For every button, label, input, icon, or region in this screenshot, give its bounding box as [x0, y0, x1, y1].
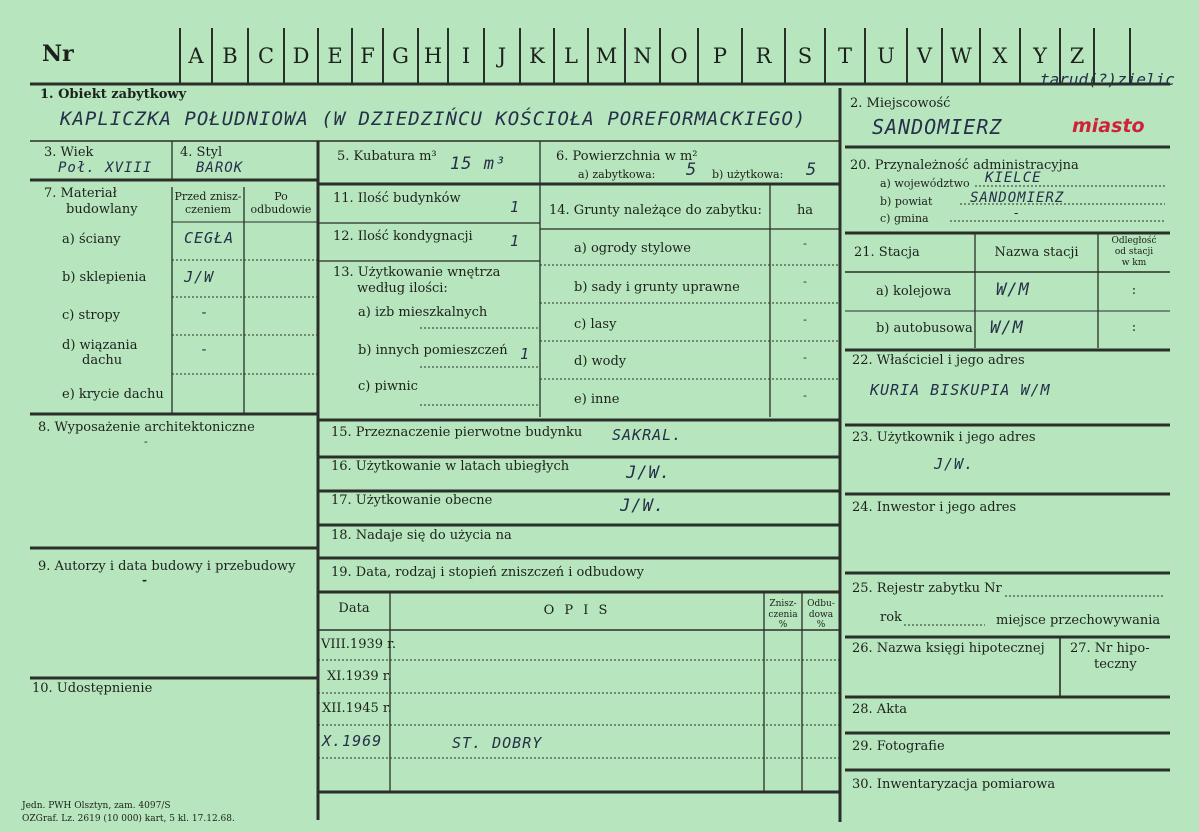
field-21b-km[interactable]: : [1131, 320, 1137, 335]
field-29-label: 29. Fotografie [852, 739, 945, 754]
field-21b-label: b) autobusowa [876, 321, 973, 336]
field-7-col1: Przed znisz- [174, 190, 242, 203]
field-19-label: 19. Data, rodzaj i stopień zniszczeń i odbudowy [331, 565, 645, 580]
field-1-label: 1. Obiekt zabytkowy [40, 87, 187, 102]
field-21a-km[interactable]: : [1131, 283, 1137, 298]
field-14a-label: a) ogrody stylowe [574, 241, 691, 256]
field-5-value[interactable]: 15 m³ [450, 154, 507, 174]
index-letter-j: J [497, 44, 507, 68]
field-14b-label: b) sady i grunty uprawne [574, 280, 740, 295]
field-11-value[interactable]: 1 [510, 198, 521, 216]
field-8-label: 8. Wyposażenie architektoniczne [38, 420, 255, 435]
field-19-col-od-3: % [816, 620, 826, 630]
field-30-label: 30. Inwentaryzacja pomiarowa [852, 777, 1056, 792]
field-7c-label: c) stropy [62, 308, 121, 323]
field-13c-label: c) piwnic [358, 379, 418, 394]
field-22-value[interactable]: KURIA BISKUPIA W/M [870, 381, 1051, 399]
field-7d-value[interactable]: - [200, 342, 210, 358]
field-7-col2: Po [274, 190, 288, 203]
field-25-miejsce: miejsce przechowywania [996, 613, 1161, 628]
field-15-label: 15. Przeznaczenie pierwotne budynku [331, 425, 583, 440]
print-info: Jedn. PWH Olsztyn, zam. 4097/S [22, 801, 171, 811]
field-23-value[interactable]: J/W. [934, 455, 975, 473]
index-letter-a: A [188, 44, 204, 68]
index-letter-n: N [633, 44, 652, 68]
field-14e-label: e) inne [574, 392, 620, 407]
field-13a-label: a) izb mieszkalnych [358, 305, 488, 320]
field-7c-value[interactable]: - [200, 305, 210, 321]
field-28-label: 28. Akta [852, 702, 908, 717]
field-20b-value[interactable]: SANDOMIERZ [970, 190, 1065, 206]
field-21a-label: a) kolejowa [876, 284, 952, 299]
field-14d-label: d) wody [574, 354, 627, 369]
field-19-col-od: Odbu- [807, 599, 835, 609]
index-letter-y: Y [1033, 44, 1047, 68]
field-17-value[interactable]: J/W. [620, 496, 665, 516]
field-6-label: 6. Powierzchnia w m² [556, 149, 698, 164]
field-19-col-od-2: dowa [808, 610, 834, 620]
field-21a-value[interactable]: W/M [996, 280, 1030, 300]
field-11-label: 11. Ilość budynków [333, 191, 461, 206]
field-14-unit: ha [796, 203, 814, 218]
index-letter-k: K [529, 44, 545, 68]
field-20a-value[interactable]: KIELCE [985, 170, 1042, 186]
field-25-rok: rok [880, 610, 902, 625]
index-letter-t: T [837, 44, 852, 68]
field-7d-label-2: dachu [82, 353, 123, 368]
field-6b-value[interactable]: 5 [806, 160, 818, 180]
field-21b-value[interactable]: W/M [990, 318, 1024, 338]
field-21-label: 21. Stacja [854, 245, 920, 260]
field-2-value[interactable]: SANDOMIERZ [872, 115, 1003, 139]
field-9-value[interactable]: - [142, 573, 147, 587]
index-letter-o: O [670, 44, 688, 68]
field-13-label-2: według ilości: [357, 281, 448, 296]
print-info-2: OZGraf. Lz. 2619 (10 000) kart, 5 kl. 17.12.68. [22, 814, 235, 824]
field-14d-value[interactable]: - [803, 351, 807, 364]
index-letter-c: C [257, 44, 275, 68]
field-7b-label: b) sklepienia [62, 270, 147, 285]
field-6a-value[interactable]: 5 [686, 160, 698, 180]
field-7a-label: a) ściany [62, 232, 121, 247]
field-20b-label: b) powiat [880, 195, 933, 208]
field-10-label: 10. Udostępnienie [32, 681, 153, 696]
field-13b-value[interactable]: 1 [520, 345, 531, 363]
nr-label: Nr [42, 41, 74, 67]
field-20a-label: a) województwo [880, 177, 970, 190]
field-20c-label: c) gmina [880, 212, 929, 225]
index-letter-u: U [877, 44, 895, 68]
field-18-label: 18. Nadaje się do użycia na [331, 528, 512, 543]
field-13b-label: b) innych pomieszczeń [358, 343, 508, 358]
field-8-value[interactable]: - [144, 435, 148, 448]
field-2-stamp: miasto [1072, 115, 1145, 137]
field-7-label: 7. Materiał [44, 186, 117, 201]
index-letter-p: P [712, 44, 728, 68]
field-7b-value[interactable]: J/W [184, 268, 215, 286]
field-7a-value[interactable]: CEGŁA [184, 229, 235, 247]
field-14b-value[interactable]: - [803, 275, 807, 288]
field-19-col-zn: Znisz- [769, 599, 797, 609]
field-23-label: 23. Użytkownik i jego adres [852, 430, 1036, 445]
field-14e-value[interactable]: - [803, 389, 807, 402]
field-4-label: 4. Styl [180, 145, 223, 160]
field-1-value[interactable]: KAPLICZKA POŁUDNIOWA (W DZIEDZIŃCU KOŚCIOŁA POREFORMACKIEGO) [60, 108, 807, 130]
corner-annotation: tarud(?)zielic [1040, 70, 1175, 89]
index-letter-f: F [360, 44, 375, 68]
field-22-label: 22. Właściciel i jego adres [852, 353, 1025, 368]
index-letter-h: H [423, 44, 443, 68]
field-5-label: 5. Kubatura m³ [337, 149, 437, 164]
field-19-row-date: VIII.1939 r. [321, 637, 397, 652]
field-7-col2b: odbudowie [250, 203, 312, 216]
index-letter-s: S [797, 44, 813, 68]
index-letter-r: R [755, 44, 772, 68]
index-letter-i: I [461, 44, 471, 68]
field-19-row-date[interactable]: X.1969 [322, 732, 383, 750]
field-20-label: 20. Przynależność administracyjna [850, 158, 1079, 173]
field-19-col-opis: O P I S [543, 603, 611, 618]
field-7e-label: e) krycie dachu [62, 387, 164, 402]
field-21-col-odl: Odległość [1111, 236, 1157, 246]
field-9-label: 9. Autorzy i data budowy i przebudowy [38, 559, 296, 574]
field-21-col-name: Nazwa stacji [994, 245, 1079, 260]
field-24-label: 24. Inwestor i jego adres [852, 500, 1017, 515]
index-letter-v: V [916, 44, 933, 68]
field-19-col-date: Data [338, 601, 370, 616]
field-19-col-zn-2: czenia [768, 610, 798, 620]
field-27-label-2: teczny [1094, 657, 1137, 672]
field-7d-label: d) wiązania [62, 338, 138, 353]
field-15-value[interactable]: SAKRAL. [612, 426, 683, 444]
field-2-label: 2. Miejscowość [850, 96, 951, 111]
field-14-label: 14. Grunty należące do zabytku: [549, 203, 762, 218]
field-14c-label: c) lasy [574, 317, 617, 332]
index-letter-w: W [950, 44, 972, 68]
index-letter-e: E [327, 44, 343, 68]
field-19-row-opis[interactable]: ST. DOBRY [452, 734, 543, 752]
field-6b-label: b) użytkowa: [712, 168, 784, 181]
field-7-col1b: czeniem [184, 203, 231, 216]
field-14c-value[interactable]: - [803, 313, 807, 326]
field-27-label: 27. Nr hipo- [1070, 641, 1150, 656]
field-3-label: 3. Wiek [44, 145, 94, 160]
index-letter-d: D [292, 44, 310, 68]
index-letter-x: X [992, 44, 1008, 68]
field-25-label: 25. Rejestr zabytku Nr [852, 581, 1002, 596]
field-12-value[interactable]: 1 [510, 232, 521, 250]
field-19-col-zn-3: % [778, 620, 788, 630]
field-13-label: 13. Użytkowanie wnętrza [333, 265, 501, 280]
field-19-row-date: XII.1945 r. [322, 701, 392, 716]
field-7-label-2: budowlany [66, 202, 138, 217]
field-16-value[interactable]: J/W. [626, 463, 671, 483]
field-21-col-odl-2: od stacji [1114, 247, 1154, 257]
index-letter-z: Z [1069, 44, 1085, 68]
field-6a-label: a) zabytkowa: [578, 168, 656, 181]
index-letter-g: G [392, 44, 409, 68]
index-letter-l: L [564, 44, 578, 68]
field-17-label: 17. Użytkowanie obecne [331, 493, 493, 508]
index-letter-b: B [222, 44, 238, 68]
field-26-label: 26. Nazwa księgi hipotecznej [852, 641, 1045, 656]
field-20c-value[interactable]: - [1014, 206, 1019, 221]
field-19-row-date: XI.1939 r. [327, 669, 392, 684]
field-12-label: 12. Ilość kondygnacji [333, 229, 473, 244]
field-3-value[interactable]: Poł. XVIII [58, 160, 153, 176]
index-letter-m: M [595, 44, 618, 68]
field-14a-value[interactable]: - [803, 237, 807, 250]
field-4-value[interactable]: BAROK [196, 160, 244, 176]
field-21-col-odl-3: w km [1121, 258, 1147, 268]
field-16-label: 16. Użytkowanie w latach ubiegłych [331, 459, 570, 474]
